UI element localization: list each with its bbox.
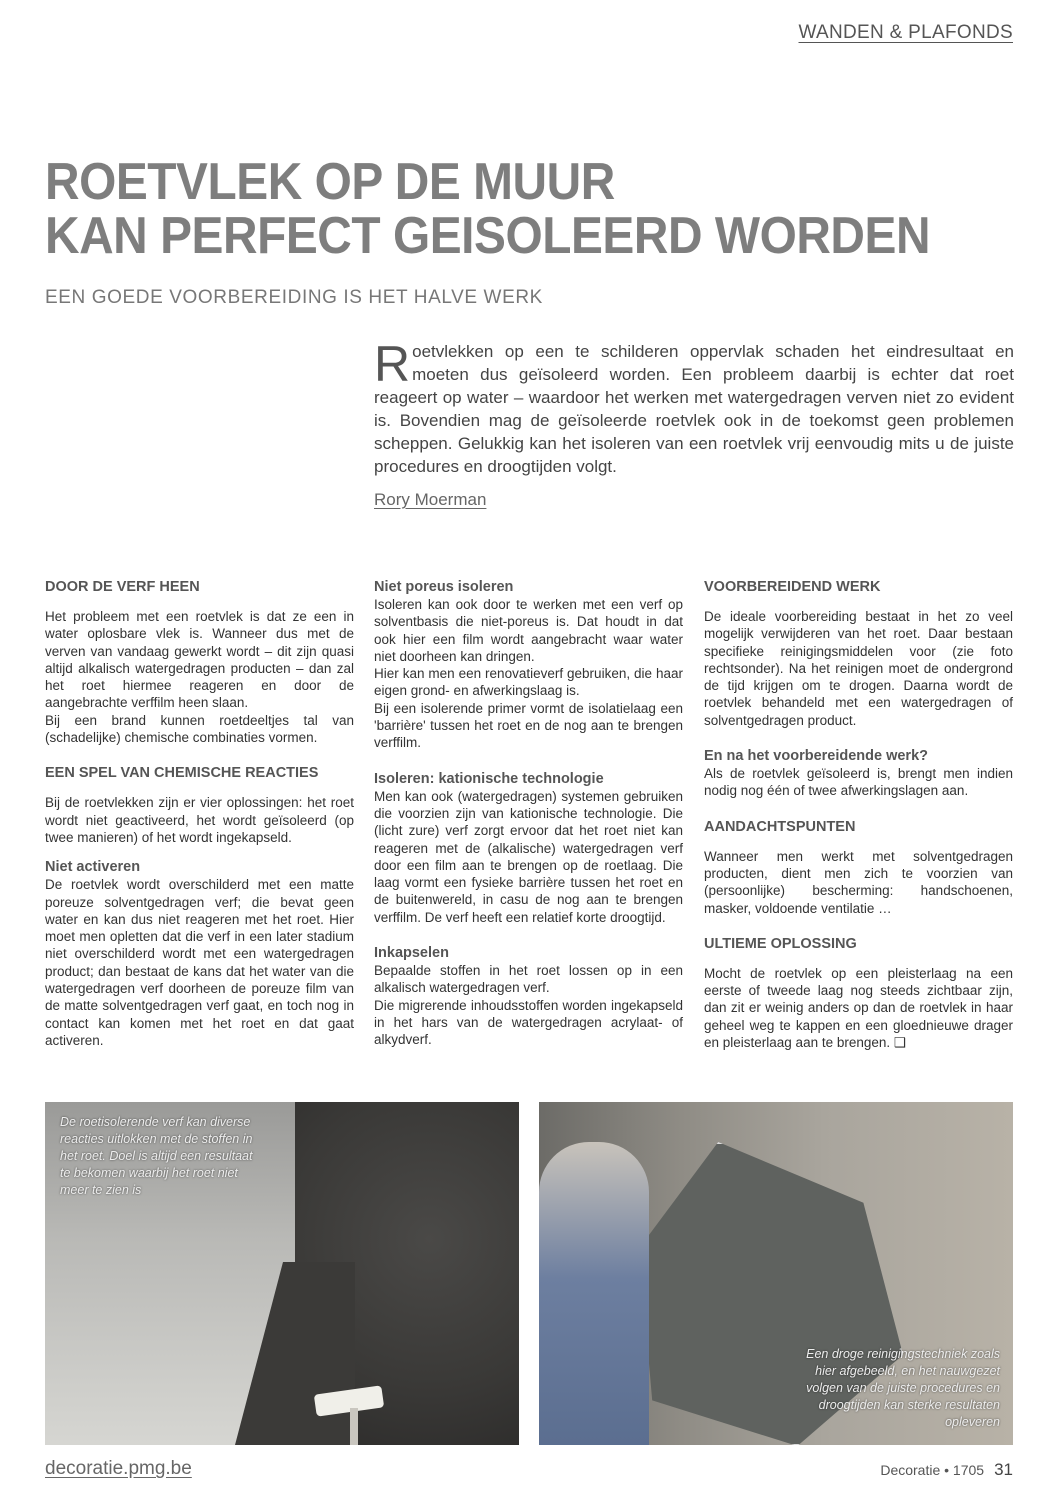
paragraph: Isoleren kan ook door te werken met een verf op solventbasis die niet-poreus is. Dat houdt in dat ook hier een film wordt aangebracht waar water niet doorheen kan dringen. [374,597,683,664]
footer-website-link[interactable]: decoratie.pmg.be [45,1458,192,1479]
headline-line-2: KAN PERFECT GEISOLEERD WORDEN [45,207,931,265]
person-cleaning [539,1142,649,1445]
headline [45,155,1025,263]
paragraph: Men kan ook (watergedragen) systemen gebruiken die voorzien zijn van kationische technologie. Die (licht zure) verf zorgt ervoor dat het roet niet kan reageren met de (alkalische) watergedragen verf door een film aan te brengen op de roetlaag. Die laag vormt een fysieke barrière tussen het roet en de buitenwereld, in casu de nog aan te brengen verffilm. De verf heeft een relatief korte droogtijd. [374,788,683,925]
headline-line-1: ROETVLEK OP DE MUUR [45,153,615,211]
heading-spel-chemische-reacties: EEN SPEL VAN CHEMISCHE REACTIES [45,765,319,782]
paragraph: De ideale voorbereiding bestaat in het zo veel mogelijk verwijderen van het roet. Daar bestaan specifieke reinigingsmiddelen voor (zie foto rechtsonder). Na het reinigen moet de ondergrond de tijd krijgen om te drogen. Daarna wordt de roetvlek behandeld met een watergedragen of solventgedragen product. [704,609,1013,728]
photo-caption-1: De roetisolerende verf kan diverse reacties uitlokken met de stoffen in het roet. Doel is altijd een resultaat te bekomen waarbij het roet niet meer te zien is [60,1115,253,1197]
paragraph: Mocht de roetvlek op een pleisterlaag na een eerste of tweede laag nog steeds zichtbaar zijn, dan zit er weinig anders op dan de roetvlek in haar geheel weg te kappen en een gloednieuwe drager en pleisterlaag aan te brengen. ❑ [704,965,1013,1051]
section-tag: WANDEN & PLAFONDS [798,22,1013,43]
paragraph: Hier kan men een renovatieverf gebruiken, die haar eigen grond- en afwerkingslaag is. [374,666,683,699]
subtitle: EEN GOEDE VOORBEREIDING IS HET HALVE WERK [45,287,543,308]
paragraph: Bepaalde stoffen in het roet lossen op in een alkalisch watergedragen verf. [374,963,683,996]
page-number: 31 [994,1460,1013,1479]
paragraph: De roetvlek wordt overschilderd met een matte poreuze solventgedragen verf; die bevat geen water en kan dus niet reageren met het roet. Hier moet men opletten dat die verf in een later stadium niet overschilderd wordt met een watergedragen product; dan bestaat de kans dat het water van die watergedragen verf doorheen de poreuze film van de matte solventgedragen verf gaat, en toch nog in contact kan komen met het roet en dat gaat activeren. [45,877,354,1048]
intro-text: oetvlekken op een te schilderen oppervlak schaden het eindresultaat en moeten dus geïsoleerd worden. Een probleem daarbij is echter dat roet reageert op water – waardoor het werken met watergedragen verven niet zo evident is. Bovendien mag de geïsoleerde roetvlek ook in de toekomst geen problemen scheppen. Gelukkig kan het isoleren van een roetvlek vrij eenvoudig mits u de juiste procedures en droogtijden volgt. [374,342,1014,476]
column-1 [45,578,354,1049]
heading-ultieme-oplossing: ULTIEME OPLOSSING [704,935,857,952]
heading-door-de-verf-heen: DOOR DE VERF HEEN [45,579,200,595]
intro-paragraph [374,336,1014,478]
subheading-inkapselen: Inkapselen [374,945,449,962]
paragraph: Wanneer men werkt met solventgedragen producten, dient men zich te voorzien van (persoonlijke) bescherming: handschoenen, masker, voldoende ventilatie … [704,848,1013,916]
roller-handle [350,1408,358,1445]
paragraph: Die migrerende inhoudsstoffen worden ingekapseld in het hars van de watergedragen acrylaat- of alkydverf. [374,997,683,1048]
soot-stain-edge [235,1262,355,1445]
photo-caption-2: Een droge reinigingstechniek zoals hier afgebeeld, en het nauwgezet volgen van de juiste procedures en droogtijden kan sterke resultaten opleveren [806,1347,1000,1429]
subheading-kationische-technologie: Isoleren: kationische technologie [374,770,604,787]
subheading-niet-activeren: Niet activeren [45,859,141,876]
dropcap: R [374,336,411,392]
paragraph: Bij een brand kunnen roetdeeltjes tal van (schadelijke) chemische combinaties vormen. [45,712,354,746]
paragraph: Het probleem met een roetvlek is dat ze een in water oplosbare vlek is. Wanneer dus met de verven van vandaag gewerkt wordt – dit zijn quasi altijd alkalisch watergedragen producten – dan zal het roet hiermee reageren en door de aangebrachte verffilm heen slaan. [45,609,354,711]
magazine-issue: Decoratie • 1705 [880,1462,985,1478]
footer-issue [880,1460,1013,1480]
paragraph: Bij de roetvlekken zijn er vier oplossingen: het roet wordt niet geactiveerd, het wordt geïsoleerd (op twee manieren) of het wordt ingekapseld. [45,795,354,845]
author-link[interactable]: Rory Moerman [374,490,487,509]
column-3 [704,578,1013,1051]
heading-aandachtspunten: AANDACHTSPUNTEN [704,818,856,835]
paragraph: Als de roetvlek geïsoleerd is, brengt men indien nodig nog één of twee afwerkingslagen aan. [704,766,1013,799]
paragraph: Bij een isolerende primer vormt de isolatielaag een 'barrière' tussen het roet en de nog aan te brengen verffilm. [374,700,683,751]
subheading-na-voorbereidende-werk: En na het voorbereidende werk? [704,748,928,765]
column-2 [374,578,683,1049]
subheading-niet-poreus-isoleren: Niet poreus isoleren [374,579,514,595]
heading-voorbereidend-werk: VOORBEREIDEND WERK [704,579,881,595]
